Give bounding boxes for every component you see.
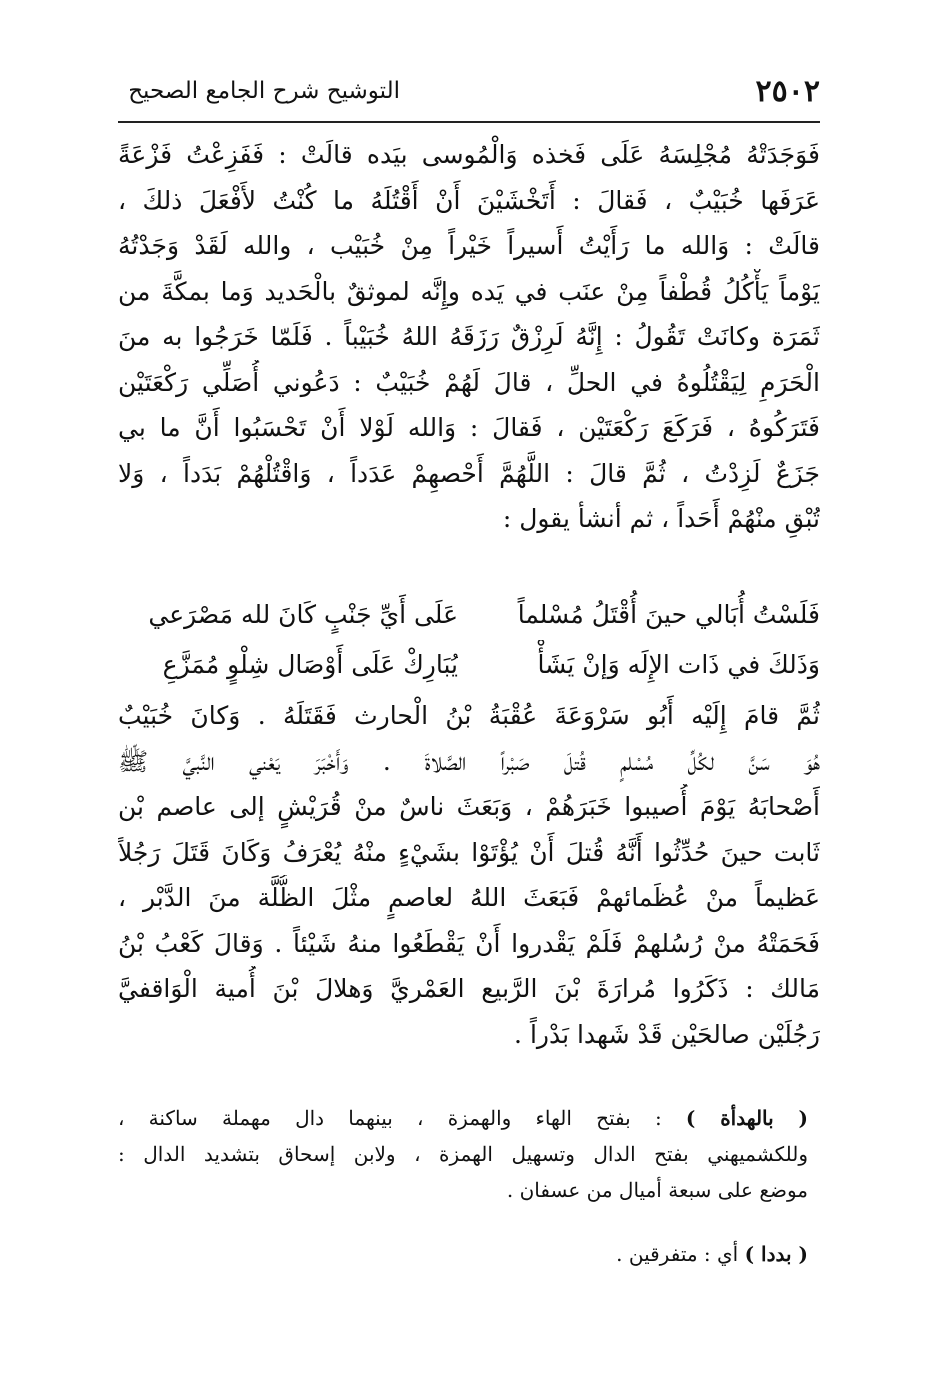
commentary-text: : بفتح الهاء والهمزة ، بينهما دال مهملة ساكنة ، xyxy=(118,1106,662,1130)
text-line: مَالك : ذَكَرُوا مُرارَةَ بْنَ الرَّبيع العَمْريَّ وَهلالَ بْنَ أُمية الْوَاقفيَّ xyxy=(118,974,820,1003)
text-line: قالَتْ : وَالله ما رَأَيْتُ أَسيراً خَيْراً مِنْ خُبَيْب ، والله لَقَدْ وَجَدْتُهُ xyxy=(118,231,820,260)
text-line: فَتَرَكُوهُ ، فَرَكَعَ رَكْعَتَيْن ، فَقالَ : وَالله لَوْلا أَنْ تَحْسَبُوا أَنَّ ما بي xyxy=(118,413,820,442)
text-line: هُوَ سَنَّ لكُلِّ مُسْلمٍ قُتلَ صَبْراً الصَّلاةَ . وَأَخْبَرَ يَعْني النَّبيَّ ﷺ xyxy=(118,746,820,776)
poetry-block xyxy=(118,590,820,690)
text-line: ثَابت حينَ حُدِّثُوا أَنَّهُ قُتلَ أَنْ يُؤْتَوْا بشَيْءٍ منْهُ يُعْرَفُ وَكَانَ قَتَلَ رَجُلاً xyxy=(118,837,820,867)
verse-first-hemistich: وَذَلكَ في ذَات الإِلَه وَإنْ يَشَأْ xyxy=(537,650,820,679)
text-line: الْحَرَمِ لِيَقْتُلُوهُ في الحلِّ ، قالَ لَهُمْ خُبَيْبٌ : دَعُوني أُصَلِّي رَكْعَتَيْن xyxy=(118,367,820,397)
verse-second-hemistich: عَلَى أَيِّ جَنْبٍ كَانَ لله مَصْرَعي xyxy=(148,600,458,629)
header-rule xyxy=(118,121,820,123)
commentary-line: وللكشميهني بفتح الدال وتسهيل الهمزة ، ولابن إسحاق بتشديد الدال : xyxy=(118,1142,808,1166)
commentary-line xyxy=(118,1100,808,1136)
commentary-block xyxy=(118,1100,808,1208)
text-line: ثَمَرَة وكانَتْ تَقُولُ : إِنَّهُ لَرِزْقٌ رَزَقَهُ اللهُ خُبَيْباً . فَلَمّا خَرَجُوا به منَ xyxy=(118,322,820,351)
text-line: عَرَفَها خُبَيْبٌ ، فَقالَ : أَتَخْشَيْنَ أَنْ أَقْتُلَهُ ما كُنْتُ لأَفْعَلَ ذلكَ ، xyxy=(118,185,820,215)
text-line: ثُمَّ قامَ إِلَيْه أَبُو سَرْوَعَةَ عُقْبَةُ بْنُ الْحارث فَقَتَلَهُ . وَكانَ خُبَيْبٌ xyxy=(118,701,820,730)
commentary-term: ( بالهدأة ) xyxy=(685,1106,808,1130)
commentary-line xyxy=(118,1236,808,1272)
main-text-block xyxy=(118,132,820,542)
text-line: عَظيماً منْ عُظَمائهمْ فَبَعَثَ اللهُ لعاصمٍ مثْلَ الظُّلَّة منَ الدَّبْر ، xyxy=(118,883,820,912)
verse-second-hemistich: يُبَارِكْ عَلَى أَوْصَال شِلْوٍ مُمَزَّعِ xyxy=(162,650,458,679)
text-line: تُبْقِ منْهُمْ أَحَداً ، ثم أنشأ يقول : xyxy=(502,504,820,533)
commentary-term: ( بددا ) xyxy=(744,1242,808,1266)
text-line: جَزَعٌ لَزِدْتُ ، ثُمَّ قالَ : اللَّهُمَّ أَحْصهِمْ عَدَداً ، وَاقْتُلْهُمْ بَدَداً ، وَلا xyxy=(118,458,820,488)
main-text-block-continued xyxy=(118,693,820,1057)
verse-first-hemistich: فَلَسْتُ أُبَالي حينَ أُقْتَلُ مُسْلماً xyxy=(517,600,820,629)
text-line: فَحَمَتْهُ منْ رُسُلهمْ فَلَمْ يَقْدروا أَنْ يَقْطَعُوا منهُ شَيْئاً . وَقالَ كَعْبُ بْنُ xyxy=(118,928,820,958)
page-header xyxy=(118,74,820,118)
text-line: أَصْحابَهُ يَوْمَ أُصيبوا خَبَرَهُمْ ، وَبَعَثَ ناسٌ منْ قُرَيْشٍ إلى عاصم بْن xyxy=(118,792,820,821)
text-line: فَوَجَدَتْهُ مُجْلِسَهُ عَلَى فَخذه وَالْمُوسى بيَده قالَتْ : فَفَزِعْتُ فَزْعَةً xyxy=(118,140,820,169)
text-line: يَوْماً يَأْكُلُ قُطْفاً مِنْ عنَب في يَده وإِنَّه لموثقٌ بالْحَديد وَما بمكَّةَ من xyxy=(118,276,820,306)
commentary-text: أي : متفرقين . xyxy=(616,1242,739,1266)
running-title: التوشيح شرح الجامع الصحيح xyxy=(128,78,400,104)
commentary-line: موضع على سبعة أميال من عسفان . xyxy=(506,1178,808,1202)
verse-line xyxy=(118,590,820,640)
text-line: رَجُلَيْن صالحَيْن قَدْ شَهدا بَدْراً . xyxy=(514,1019,820,1049)
verse-line xyxy=(118,640,820,690)
page-number: ٢٥٠٢ xyxy=(755,74,820,109)
